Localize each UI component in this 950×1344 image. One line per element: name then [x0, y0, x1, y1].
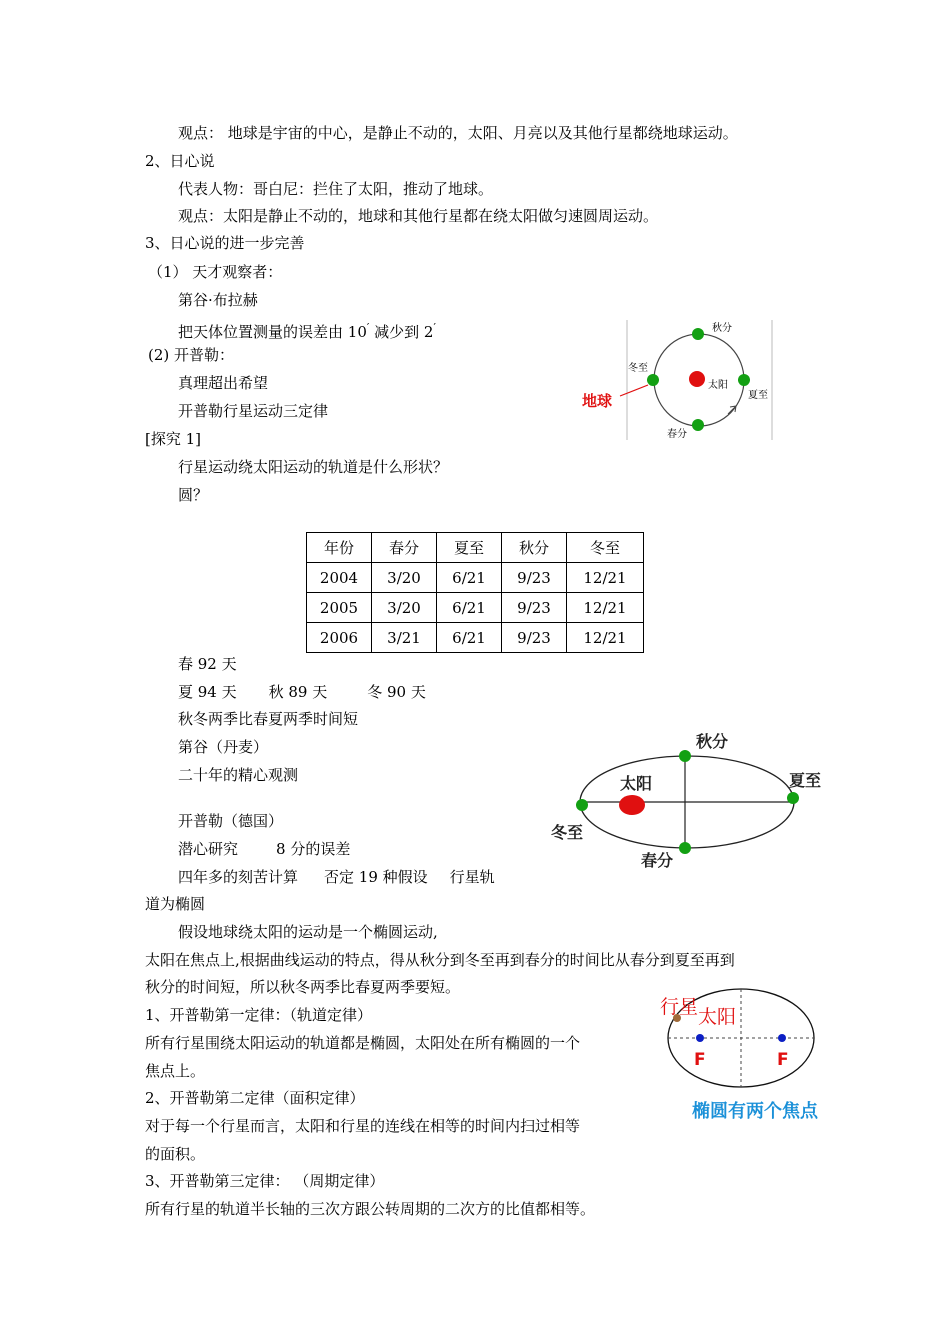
- table-cell: 6/21: [437, 623, 502, 653]
- text-line: 第谷·布拉赫: [178, 291, 258, 309]
- text-line: 开普勒行星运动三定律: [178, 402, 329, 420]
- text-segment: 夏 94 天: [178, 683, 237, 701]
- focus-dot: [778, 1034, 786, 1042]
- earth-summer-dot: [738, 374, 750, 386]
- autumn-label: 秋分: [712, 323, 732, 334]
- text-line: 所有行星的轨道半长轴的三次方跟公转周期的二次方的比值都相等。: [145, 1200, 596, 1218]
- table-cell: 12/21: [567, 563, 644, 593]
- text-line: [探究 1]: [145, 430, 202, 448]
- section-heading: 3、开普勒第三定律： （周期定律）: [145, 1172, 385, 1190]
- text-segment: 行星轨: [449, 868, 495, 886]
- text-line: 真理超出希望: [178, 374, 269, 392]
- focus-dot: [696, 1034, 704, 1042]
- text-line: 观点：太阳是静止不动的，地球和其他行星都在绕太阳做匀速圆周运动。: [178, 207, 659, 225]
- text-line: （1） 天才观察者：: [148, 263, 283, 281]
- table-cell: 6/21: [437, 593, 502, 623]
- text-segment: 四年多的刻苦计算: [178, 868, 299, 886]
- text-line: 所有行星围绕太阳运动的轨道都是椭圆，太阳处在所有椭圆的一个: [145, 1034, 581, 1052]
- sun-dot: [619, 795, 645, 815]
- prime-mark: ′: [433, 321, 436, 334]
- text-line: 圆？: [178, 486, 209, 504]
- table-header-cell: 年份: [307, 533, 372, 563]
- earth-pointer: [620, 385, 648, 396]
- text-line: 的面积。: [145, 1145, 206, 1163]
- text-line: 假设地球绕太阳的运动是一个椭圆运动,: [178, 923, 438, 941]
- summer-label: 夏至: [789, 771, 822, 790]
- table-cell: 2006: [307, 623, 372, 653]
- table-row: [307, 623, 644, 653]
- caption: 椭圆有两个焦点: [692, 1101, 818, 1122]
- two-foci-figure: [652, 985, 842, 1127]
- winter-label: 冬至: [628, 363, 648, 374]
- text-segment: 潜心研究: [178, 840, 239, 858]
- table-cell: 2005: [307, 593, 372, 623]
- summer-label: 夏至: [748, 390, 768, 401]
- table-cell: 9/23: [502, 623, 567, 653]
- table-cell: 12/21: [567, 593, 644, 623]
- text-line: 焦点上。: [145, 1062, 206, 1080]
- table-cell: 3/20: [372, 593, 437, 623]
- text-line: 开普勒（德国）: [178, 812, 284, 830]
- text-line: 道为椭圆: [145, 895, 206, 913]
- earth-spring-dot: [679, 842, 691, 854]
- earth-spring-dot: [692, 419, 704, 431]
- section-heading: 1、开普勒第一定律：（轨道定律）: [145, 1006, 373, 1024]
- table-cell: 6/21: [437, 563, 502, 593]
- section-heading: 2、日心说: [145, 152, 215, 170]
- table-cell: 9/23: [502, 593, 567, 623]
- table-cell: 3/20: [372, 563, 437, 593]
- text-segment: 减少到 2: [369, 323, 434, 341]
- earth-winter-dot: [647, 374, 659, 386]
- spring-label: 春分: [667, 429, 687, 440]
- table-cell: 2004: [307, 563, 372, 593]
- section-heading: 2、开普勒第二定律（面积定律）: [145, 1089, 365, 1107]
- autumn-label: 秋分: [696, 732, 729, 751]
- text-line: 行星运动绕太阳运动的轨道是什么形状？: [178, 458, 449, 476]
- winter-label: 冬至: [551, 823, 584, 842]
- text-line: [178, 839, 350, 859]
- text-segment: 否定 19 种假设: [324, 868, 428, 886]
- text-line: 代表人物：哥白尼：拦住了太阳，推动了地球。: [178, 180, 494, 198]
- direction-arrow: [728, 406, 736, 414]
- focus-label: F: [694, 1050, 706, 1070]
- earth-winter-dot: [576, 799, 588, 811]
- focus-label: F: [777, 1050, 789, 1070]
- elliptical-orbit-figure: [545, 725, 845, 875]
- text-line: 二十年的精心观测: [178, 766, 299, 784]
- earth-autumn-dot: [692, 328, 704, 340]
- text-line: 太阳在焦点上,根据曲线运动的特点，得从秋分到冬至再到春分的时间比从春分到夏至再到: [145, 951, 735, 969]
- earth-autumn-dot: [679, 750, 691, 762]
- text-line: 对于每一个行星而言，太阳和行星的连线在相等的时间内扫过相等: [145, 1117, 581, 1135]
- section-heading: 3、日心说的进一步完善: [145, 234, 305, 252]
- table-cell: 9/23: [502, 563, 567, 593]
- prime-mark: ′: [366, 321, 370, 334]
- text-line: [178, 867, 495, 887]
- table-header-cell: 秋分: [502, 533, 567, 563]
- text-line: 秋分的时间短，所以秋冬两季比春夏两季要短。: [145, 978, 461, 996]
- earth-label: 地球: [582, 392, 613, 410]
- table-cell: 3/21: [372, 623, 437, 653]
- equinox-solstice-table: [306, 532, 644, 653]
- text-line: (2) 开普勒：: [148, 346, 235, 364]
- table-row: [307, 593, 644, 623]
- text-line: [178, 682, 426, 702]
- text-segment: 秋 89 天: [268, 683, 328, 701]
- text-segment: 冬 90 天: [367, 683, 426, 701]
- circular-orbit-figure: [578, 318, 778, 442]
- table-header-cell: 春分: [372, 533, 437, 563]
- text-line: 春 92 天: [178, 655, 237, 673]
- spring-label: 春分: [641, 851, 674, 870]
- text-line: 秋冬两季比春夏两季时间短: [178, 710, 359, 728]
- planet-label: 行星: [660, 996, 699, 1018]
- text-segment: 8 分的误差: [276, 840, 351, 858]
- sun-dot: [689, 371, 705, 387]
- earth-summer-dot: [787, 792, 799, 804]
- table-row: [307, 563, 644, 593]
- sun-label: 太阳: [708, 380, 728, 391]
- text-line: 观点： 地球是宇宙的中心，是静止不动的，太阳、月亮以及其他行星都绕地球运动。: [178, 124, 738, 142]
- text-line: 第谷（丹麦）: [178, 738, 269, 756]
- table-header-row: [307, 533, 644, 563]
- table-cell: 12/21: [567, 623, 644, 653]
- sun-label: 太阳: [698, 1006, 737, 1028]
- text-segment: 把天体位置测量的误差由 10: [178, 323, 367, 341]
- text-line: [178, 318, 436, 342]
- table-header-cell: 冬至: [567, 533, 644, 563]
- sun-label: 太阳: [620, 774, 653, 793]
- table-header-cell: 夏至: [437, 533, 502, 563]
